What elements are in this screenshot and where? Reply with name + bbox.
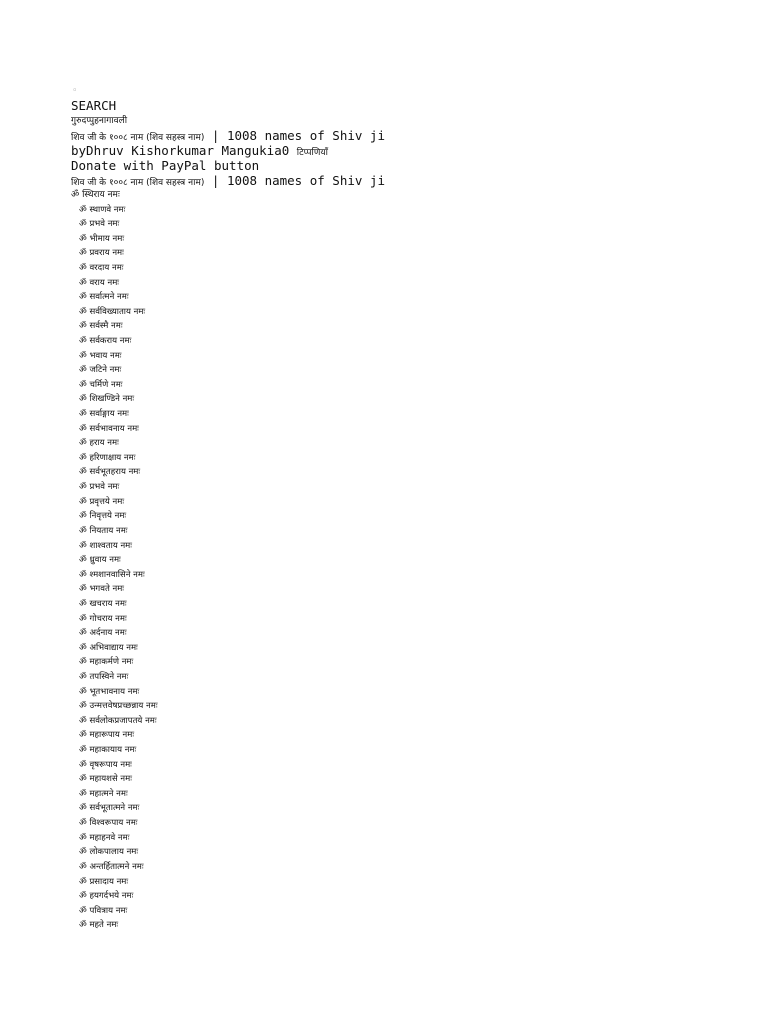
list-item: ॐ महायशसे नमः <box>79 774 132 785</box>
list-item: ॐ भीमाय नमः <box>79 233 125 244</box>
list-item: ॐ सर्वस्मै नमः <box>79 321 123 332</box>
list-item: ॐ सर्वभावनाय नमः <box>79 423 139 434</box>
list-item: ॐ सर्वाङ्गाय नमः <box>79 409 129 420</box>
blog-name[interactable]: गुरुदप्पुहनागावली <box>71 116 128 126</box>
donate-paypal-button[interactable]: Donate with PayPal button <box>71 158 260 173</box>
search-link[interactable]: SEARCH <box>71 98 117 113</box>
list-item: ॐ हयगर्दभये नमः <box>79 891 134 902</box>
list-item: ॐ महाहनवे नमः <box>79 832 130 843</box>
list-item: ॐ सर्वभूतहराय नमः <box>79 467 141 478</box>
list-item: ॐ विश्वरूपाय नमः <box>79 818 138 829</box>
list-item: ॐ पवित्राय नमः <box>79 905 128 916</box>
list-item: ॐ सर्वात्मने नमः <box>79 292 129 303</box>
names-list <box>71 203 751 933</box>
post-heading-english: 1008 names of Shiv ji <box>226 173 385 188</box>
post-title <box>71 128 751 143</box>
list-item: ॐ शाश्वताय नमः <box>79 540 132 551</box>
list-item: ॐ नियताय नमः <box>79 525 128 536</box>
list-item: ॐ महात्मने नमः <box>79 788 128 799</box>
list-item: ॐ प्रभवे नमः <box>79 482 120 493</box>
bullet-icon: ◦ <box>72 86 78 96</box>
list-item: ॐ शिखण्डिने नमः <box>79 394 135 405</box>
post-meta <box>71 143 751 158</box>
post-content <box>71 84 751 933</box>
list-item: ॐ वरदाय नमः <box>79 262 124 273</box>
list-item: ॐ स्थाणवे नमः <box>79 204 126 215</box>
comments-link[interactable]: टिप्पणियाँ <box>296 148 328 158</box>
list-item: ॐ वराय नमः <box>79 277 120 288</box>
list-item: ॐ तपस्विने नमः <box>79 672 129 682</box>
list-item: ॐ चर्मिणे नमः <box>79 379 123 390</box>
list-item: ॐ निवृत्तये नमः <box>79 511 127 522</box>
list-item: ॐ सर्वकराय नमः <box>79 335 132 346</box>
first-name-item: ॐ स्थिराय नमः <box>71 190 120 200</box>
list-item: ॐ गोचराय नमः <box>79 613 127 624</box>
list-item: ॐ महते नमः <box>79 920 119 931</box>
list-item: ॐ सर्वविख्याताय नमः <box>79 306 146 317</box>
list-item: ॐ प्रवराय नमः <box>79 248 124 259</box>
list-item: ॐ प्रसादाय नमः <box>79 876 129 887</box>
list-item: ॐ प्रभवे नमः <box>79 219 120 230</box>
list-item: ॐ सर्वलोकप्रजापतये नमः <box>79 715 157 726</box>
list-item: ॐ अन्तर्हितात्मने नमः <box>79 861 144 872</box>
post-heading <box>71 173 751 188</box>
list-item: ॐ भूतभावनाय नमः <box>79 686 140 697</box>
list-item: ॐ ध्रुवाय नमः <box>79 555 121 566</box>
list-item: ॐ भवाय नमः <box>79 350 122 361</box>
list-item: ॐ वृषरूपाय नमः <box>79 759 132 770</box>
list-item: ॐ महाकर्मणे नमः <box>79 657 134 668</box>
list-item: ॐ जटिने नमः <box>79 365 122 376</box>
list-item: ॐ अभिवाद्याय नमः <box>79 642 138 653</box>
list-item: ॐ भगवते नमः <box>79 584 125 595</box>
list-item: ॐ प्रवृत्तये नमः <box>79 496 125 507</box>
post-title-separator: | <box>204 128 227 143</box>
list-item: ॐ महाकायाय नमः <box>79 745 137 756</box>
list-item: ॐ लोकपालाय नमः <box>79 847 139 858</box>
post-heading-separator: | <box>204 173 227 188</box>
post-title-english: 1008 names of Shiv ji <box>226 128 385 143</box>
list-item: ॐ खचराय नमः <box>79 598 127 609</box>
list-item: ॐ महारूपाय नमः <box>79 730 135 741</box>
list-item: ॐ श्मशानवासिने नमः <box>79 569 145 580</box>
post-title-devanagari: शिव जी के १००८ नाम (शिव सहस्त्र नाम) <box>71 133 205 143</box>
list-item: ॐ अर्दनाय नमः <box>79 628 127 639</box>
author-line[interactable]: byDhruv Kishorkumar Mangukia0 <box>71 143 290 158</box>
list-item: ॐ हराय नमः <box>79 438 119 449</box>
post-heading-devanagari: शिव जी के १००८ नाम (शिव सहस्त्र नाम) <box>71 178 205 188</box>
list-item: ॐ उन्मत्तवेषप्रच्छन्नाय नमः <box>79 701 158 712</box>
list-item: ॐ हरिणाक्षाय नमः <box>79 452 136 463</box>
list-item: ॐ सर्वभूतात्मने नमः <box>79 803 140 814</box>
